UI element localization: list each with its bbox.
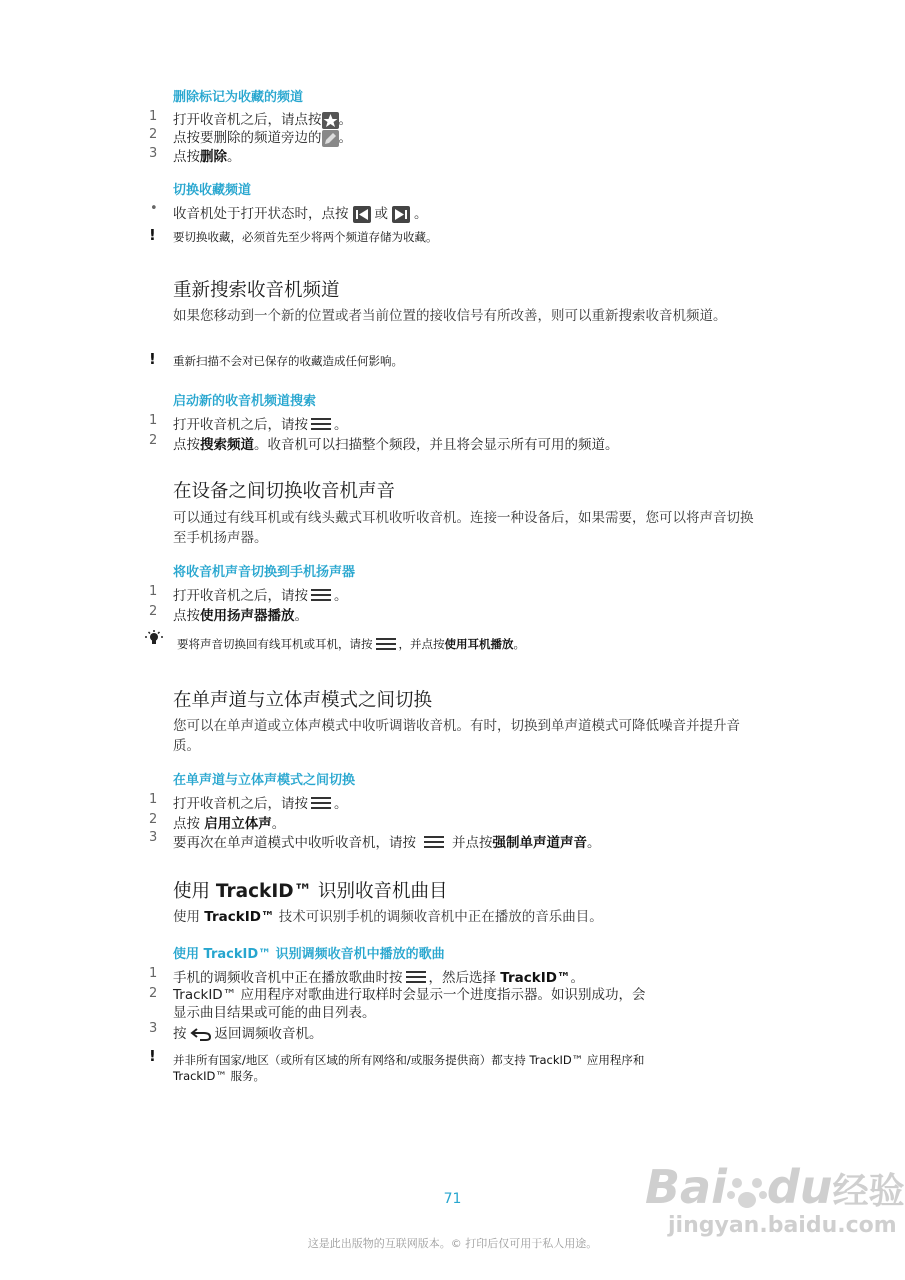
warning-icon: ! bbox=[149, 1047, 156, 1065]
heading-mono-stereo: 在单声道与立体声模式之间切换 bbox=[173, 690, 433, 711]
step-open-radio-menu: 打开收音机之后，请按 。 bbox=[173, 796, 348, 812]
page-number: 71 bbox=[443, 1191, 462, 1207]
menu-icon bbox=[424, 836, 444, 850]
paw-icon bbox=[727, 1171, 767, 1211]
para-mono-stereo: 您可以在单声道或立体声模式中收听调谐收音机。有时，切换到单声道模式可降低噪音并提升音质。 bbox=[173, 718, 740, 754]
note-rescan: 重新扫描不会对已保存的收藏造成任何影响。 bbox=[173, 354, 403, 368]
heading-switch-audio: 在设备之间切换收音机声音 bbox=[173, 481, 396, 502]
footer-copyright: 这是此出版物的互联网版本。© 打印后仅可用于私人用途。 bbox=[307, 1237, 598, 1250]
subtitle-mono-stereo: 在单声道与立体声模式之间切换 bbox=[173, 773, 356, 788]
step-trackid-progress: TrackID™ 应用程序对歌曲进行取样时会显示一个进度指示器。如识别成功，会 显示曲目结果或可能的曲目列表。 bbox=[173, 987, 646, 1021]
step-open-radio-menu: 打开收音机之后，请按 。 bbox=[173, 588, 348, 604]
menu-icon bbox=[376, 638, 396, 652]
back-icon bbox=[190, 1027, 212, 1041]
step-back-to-radio: 按 返回调频收音机。 bbox=[173, 1026, 323, 1042]
tip-switch-back-headset: 要将声音切换回有线耳机或耳机，请按 ，并点按使用耳机播放。 bbox=[177, 637, 525, 651]
step-switch-favorite: 收音机处于打开状态时，点按 或 。 bbox=[173, 206, 428, 222]
step-number: 3 bbox=[149, 830, 158, 845]
step-tap-edit-icon: 点按要删除的频道旁边的 。 bbox=[173, 130, 352, 146]
step-number: 1 bbox=[149, 966, 158, 981]
step-number: 2 bbox=[149, 433, 158, 448]
note-switch-favorite: 要切换收藏，必须首先至少将两个频道存储为收藏。 bbox=[173, 230, 438, 244]
menu-icon bbox=[406, 971, 426, 985]
watermark-logo: Bai du经验 bbox=[645, 1160, 905, 1214]
watermark-url: jingyan.baidu.com bbox=[668, 1213, 897, 1238]
step-select-trackid: 手机的调频收音机中正在播放歌曲时按 ，然后选择 TrackID™。 bbox=[173, 970, 584, 986]
step-number: 2 bbox=[149, 127, 158, 142]
step-number: 3 bbox=[149, 1021, 158, 1036]
subtitle-trackid-identify: 使用 TrackID™ 识别调频收音机中播放的歌曲 bbox=[173, 947, 445, 962]
step-number: 1 bbox=[149, 584, 158, 599]
note-trackid-availability: 并非所有国家/地区（或所有区域的所有网络和/或服务提供商）都支持 TrackID™ 应用程序和 TrackID™ 服务。 bbox=[173, 1053, 645, 1083]
subtitle-delete-favorite: 删除标记为收藏的频道 bbox=[173, 90, 304, 105]
heading-rescan: 重新搜索收音机频道 bbox=[173, 280, 340, 301]
menu-icon bbox=[311, 589, 331, 603]
menu-icon bbox=[311, 797, 331, 811]
step-search-channels: 点按搜索频道。收音机可以扫描整个频段，并且将会显示所有可用的频道。 bbox=[173, 437, 619, 453]
subtitle-start-scan: 启动新的收音机频道搜索 bbox=[173, 394, 317, 409]
para-switch-audio: 可以通过有线耳机或有线头戴式耳机收听收音机。连接一种设备后，如果需要，您可以将声音切换至手机扬声器。 bbox=[173, 510, 754, 546]
tip-lightbulb-icon bbox=[145, 630, 163, 646]
step-number: 2 bbox=[149, 604, 158, 619]
step-open-radio-tap-star: 打开收音机之后，请点按 。 bbox=[173, 112, 352, 128]
step-number: 3 bbox=[149, 146, 158, 161]
step-number: 1 bbox=[149, 109, 158, 124]
step-enable-stereo: 点按 启用立体声。 bbox=[173, 816, 286, 832]
step-number: 2 bbox=[149, 986, 158, 1001]
warning-icon: ! bbox=[149, 226, 156, 244]
step-force-mono: 要再次在单声道模式中收听收音机，请按 并点按强制单声道声音。 bbox=[173, 835, 601, 851]
subtitle-speaker: 将收音机声音切换到手机扬声器 bbox=[173, 565, 356, 580]
previous-favorite-icon bbox=[353, 206, 371, 223]
step-open-radio-menu: 打开收音机之后，请按 。 bbox=[173, 417, 348, 433]
edit-favorite-icon bbox=[322, 130, 339, 147]
next-favorite-icon bbox=[392, 206, 410, 223]
subtitle-switch-favorite: 切换收藏频道 bbox=[173, 183, 252, 198]
warning-icon: ! bbox=[149, 350, 156, 368]
heading-trackid: 使用 TrackID™ 识别收音机曲目 bbox=[173, 881, 448, 902]
step-use-speaker: 点按使用扬声器播放。 bbox=[173, 608, 308, 624]
bullet: • bbox=[150, 201, 158, 216]
step-number: 2 bbox=[149, 812, 158, 827]
step-number: 1 bbox=[149, 413, 158, 428]
para-rescan: 如果您移动到一个新的位置或者当前位置的接收信号有所改善，则可以重新搜索收音机频道。 bbox=[173, 308, 727, 324]
menu-icon bbox=[311, 418, 331, 432]
step-number: 1 bbox=[149, 792, 158, 807]
para-trackid: 使用 TrackID™ 技术可识别手机的调频收音机中正在播放的音乐曲目。 bbox=[173, 909, 603, 925]
step-tap-delete: 点按删除。 bbox=[173, 149, 241, 165]
